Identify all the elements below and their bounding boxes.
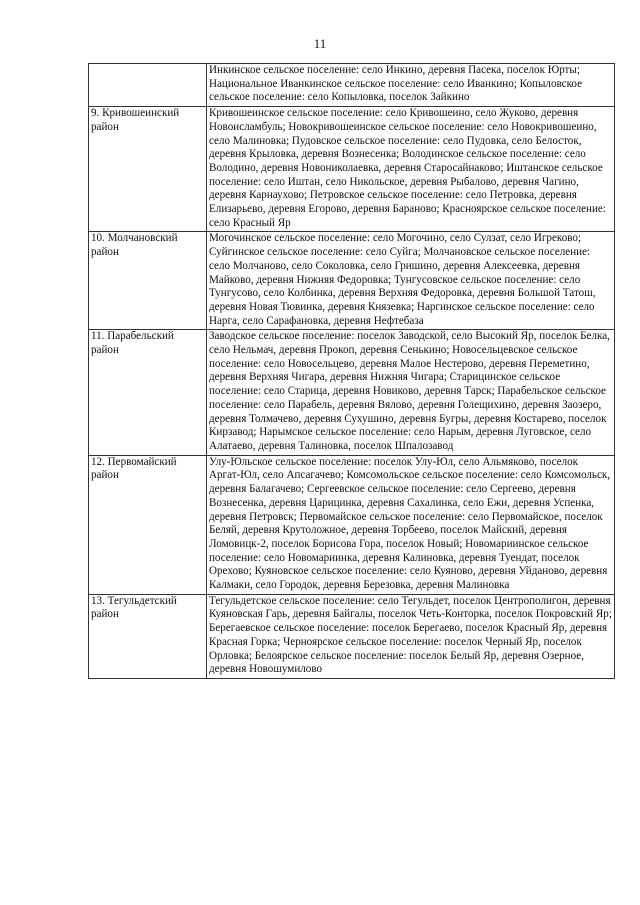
settlements-cell: Тегульдетское сельское поселение: село Тегульдет, поселок Центрополигон, деревня Куяновская Гарь, деревня Байгалы, поселок Четь-Конторка, поселок Покровский Яр; Берегаевское сельское поселение: поселок Берегаево, поселок Красный Яр, деревня Красная Горка; Черноярское сельское поселение: поселок Черный Яр, поселок Орловка; Белоярское сельское поселение: поселок Белый Яр, деревня Озерное, деревня Новошумилово — [207, 594, 615, 678]
settlements-cell: Инкинское сельское поселение: село Инкино, деревня Пасека, поселок Юрты; Национальное Иванкинское сельское поселение: село Иванкино; Копыловское сельское поселение: село Копыловка, поселок Зайкино — [207, 64, 615, 107]
settlements-table — [88, 63, 615, 679]
table-row — [89, 64, 615, 107]
table-row — [89, 107, 615, 232]
district-cell — [89, 64, 207, 107]
table-row — [89, 455, 615, 594]
table-row — [89, 330, 615, 455]
district-cell: 10. Молчановский район — [89, 232, 207, 330]
table-row — [89, 232, 615, 330]
page-number: 11 — [313, 36, 327, 51]
settlements-cell: Кривошеинское сельское поселение: село Кривошеино, село Жуково, деревня Новоисламбуль; Новокривошеинское сельское поселение: село Новокривошеино, село Малиновка; Пудовское сельское поселение: село Пудовка, село Белосток, деревня Крыловка, деревня Вознесенка; Володинское сельское поселение: село Володино, деревня Новониколаевка, деревня Старосайнаково; Иштанское сельское поселение: село Иштан, село Никольское, деревня Рыбалово, деревня Чагино, деревня Карнаухово; Петровское сельское поселение: село Петровка, деревня Елизарьево, деревня Егорово, деревня Бараново; Красноярское сельское поселение: село Красный Яр — [207, 107, 615, 232]
settlements-cell: Улу-Юльское сельское поселение: поселок Улу-Юл, село Альмяково, поселок Аргат-Юл, село Апсагачево; Комсомольское сельское поселение: село Комсомольск, деревня Балагачево; Сергеевское сельское поселение: село Сергеево, деревня Вознесенка, деревня Царицинка, деревня Сахалинка, село Ежи, деревня Успенка, деревня Петровск; Первомайское сельское поселение: село Первомайское, поселок Беляй, деревня Крутоложное, деревня Торбеево, поселок Майский, деревня Ломовицк-2, поселок Борисова Гора, поселок Новый; Новомариинское сельское поселение: село Новомариинка, деревня Калиновка, деревня Туендат, поселок Орехово; Куяновское сельское поселение: село Куяново, деревня Уйданово, деревня Калмаки, село Городок, деревня Березовка, деревня Малиновка — [207, 455, 615, 594]
settlements-cell: Заводское сельское поселение: поселок Заводской, село Высокий Яр, поселок Белка, село Нельмач, деревня Прокоп, деревня Сенькино; Новосельцевское сельское поселение: село Новосельцево, деревня Малое Нестерово, деревня Переметино, деревня Верхняя Чигара, деревня Нижняя Чигара; Старицинское сельское поселение: село Старица, деревня Новиково, деревня Тарск; Парабельское сельское поселение: село Парабель, деревня Вялово, деревня Голещихино, деревня Заозеро, деревня Толмачево, деревня Сухушино, деревня Бугры, деревня Костарево, поселок Кирзавод; Нарымское сельское поселение: село Нарым, деревня Луговское, село Алатаево, деревня Талиновка, поселок Шпалозавод — [207, 330, 615, 455]
settlements-cell: Могочинское сельское поселение: село Могочино, село Сулзат, село Игреково; Суйгинское сельское поселение: село Суйга; Молчановское сельское поселение: село Молчаново, село Соколовка, село Гришино, деревня Алексеевка, деревня Майково, деревня Нижняя Федоровка; Тунгусовское сельское поселение: село Тунгусово, село Колбинка, деревня Верхняя Федоровка, деревня Большой Татош, деревня Новая Тювинка, деревня Князевка; Наргинское сельское поселение: село Нарга, село Сарафановка, деревня Нефтебаза — [207, 232, 615, 330]
district-cell: 11. Парабельский район — [89, 330, 207, 455]
district-cell: 13. Тегульдетский район — [89, 594, 207, 678]
district-cell: 9. Кривошеинский район — [89, 107, 207, 232]
table-row — [89, 594, 615, 678]
district-cell: 12. Первомайский район — [89, 455, 207, 594]
